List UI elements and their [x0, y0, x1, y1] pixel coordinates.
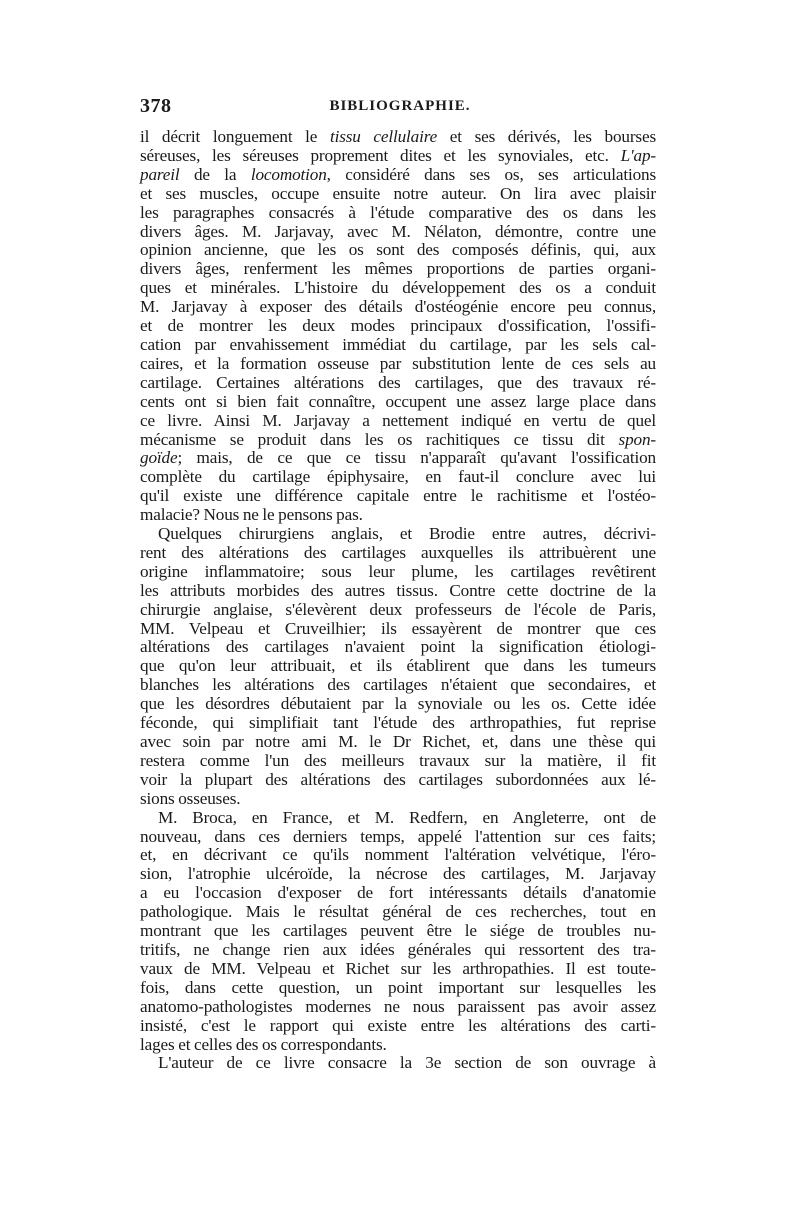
text-line [140, 884, 656, 903]
text-line [140, 279, 656, 298]
text-segment: rent des altérations des cartilages auxquelles ils attribuèrent une [140, 542, 656, 562]
text-segment: nouveau, dans ces derniers temps, appelé l'attention sur ces faits; [140, 826, 656, 846]
text-segment: mécanisme se produit dans les os rachitiques ce tissu dit [140, 429, 619, 449]
text-line [140, 582, 656, 601]
text-segment: altérations des cartilages n'avaient point la signification étiologi- [140, 637, 656, 657]
text-line [140, 260, 656, 279]
text-line [140, 298, 656, 317]
text-line [140, 563, 656, 582]
text-line [140, 1036, 656, 1055]
text-segment: Quelques chirurgiens anglais, et Brodie entre autres, décrivi- [158, 524, 656, 544]
text-segment: blanches les altérations des cartilages n'étaient que secondaires, et [140, 675, 656, 695]
text-line [140, 374, 656, 393]
text-line [140, 223, 656, 242]
text-line [140, 695, 656, 714]
text-segment: de la [179, 164, 251, 184]
text-line [140, 771, 656, 790]
text-segment: origine inflammatoire; sous leur plume, les cartilages revêtirent [140, 561, 656, 581]
text-line [140, 638, 656, 657]
text-line [140, 241, 656, 260]
italic-term: tissu cellulaire [329, 127, 438, 146]
paragraph [140, 128, 656, 525]
text-line [140, 790, 656, 809]
text-segment: ; mais, de ce que ce tissu n'apparaît qu'avant l'ossification [177, 448, 656, 468]
text-line [140, 525, 656, 544]
text-line [140, 676, 656, 695]
text-segment: caires, et la formation osseuse par substitution lente de ces sels au [140, 353, 656, 373]
text-line [140, 317, 656, 336]
text-segment: restera comme l'un des meilleurs travaux sur la matière, il fit [140, 750, 656, 770]
text-line [140, 809, 656, 828]
text-line [140, 846, 656, 865]
text-segment: et de montrer les deux modes principaux d'ossification, l'ossifi- [140, 316, 656, 336]
text-line [140, 355, 656, 374]
text-segment: insisté, c'est le rapport qui existe entre les altérations des carti- [140, 1015, 656, 1035]
text-segment: vaux de MM. Velpeau et Richet sur les arthropathies. Il est toute- [140, 958, 656, 978]
text-segment: divers âges. M. Jarjavay, avec M. Nélaton, démontre, contre une [140, 221, 656, 241]
text-segment: fois, dans cette question, un point important sur lesquelles les [140, 977, 656, 997]
text-line [140, 922, 656, 941]
text-line [140, 998, 656, 1017]
text-segment: complète du cartilage épiphysaire, en faut-il conclure avec lui [140, 467, 656, 487]
text-line [140, 828, 656, 847]
text-line [140, 941, 656, 960]
text-segment: féconde, qui simplifiait tant l'étude des arthropathies, fut reprise [140, 713, 656, 733]
text-segment: ques et minérales. L'histoire du développement des os a conduit [140, 278, 656, 298]
text-segment: qu'il existe une différence capitale entre le rachitisme et l'ostéo- [140, 486, 656, 506]
text-segment: que qu'on leur attribuait, et ils établirent que dans les tumeurs [140, 656, 656, 676]
text-segment: avec soin par notre ami M. le Dr Richet, et, dans une thèse qui [140, 732, 656, 751]
text-line [140, 128, 656, 147]
text-segment: opinion ancienne, que les os sont des composés définis, qui, aux [140, 240, 656, 260]
text-line [140, 185, 656, 204]
text-segment: chirurgie anglaise, s'élevèrent deux professeurs de l'école de Paris, [140, 599, 656, 619]
text-line [140, 147, 656, 166]
text-line [140, 733, 656, 752]
text-line [140, 204, 656, 223]
text-segment: tritifs, ne change rien aux idées générales qui ressortent des tra- [140, 939, 656, 959]
text-segment: malacie? Nous ne le pensons pas. [140, 505, 363, 525]
text-line [140, 544, 656, 563]
text-segment: cartilage. Certaines altérations des cartilages, que des travaux ré- [140, 372, 656, 392]
text-segment: a eu l'occasion d'exposer de fort intéressants détails d'anatomie [140, 883, 656, 903]
text-segment: il décrit longuement le [140, 127, 330, 146]
text-segment: M. Jarjavay à exposer des détails d'ostéogénie encore peu connus, [140, 297, 656, 317]
text-segment: , considéré dans ses os, ses articulations [326, 164, 657, 184]
italic-term: pareil [140, 164, 180, 184]
text-segment: et ses dérivés, les bourses [437, 127, 656, 146]
text-line [140, 506, 656, 525]
text-segment: voir la plupart des altérations des cartilages subordonnées aux lé- [140, 769, 656, 789]
text-line [140, 714, 656, 733]
text-segment: anatomo-pathologistes modernes ne nous paraissent pas avoir assez [140, 996, 656, 1016]
text-segment: montrant que les cartilages peuvent être le siége de troubles nu- [140, 921, 656, 941]
text-line [140, 487, 656, 506]
text-line [140, 431, 656, 450]
italic-term: goïde [140, 448, 178, 468]
text-line [140, 601, 656, 620]
text-segment: les attributs morbides des autres tissus. Contre cette doctrine de la [140, 580, 656, 600]
text-segment: MM. Velpeau et Cruveilhier; ils essayèrent de montrer que ces [140, 618, 656, 638]
text-line [140, 657, 656, 676]
text-segment: ce livre. Ainsi M. Jarjavay a nettement indiqué en vertu de quel [140, 410, 656, 430]
paragraph [140, 1054, 656, 1073]
paragraph [140, 809, 656, 1055]
text-segment: que les désordres débutaient par la synoviale ou les os. Cette idée [140, 694, 656, 714]
italic-term: L'ap- [620, 145, 656, 165]
text-line [140, 1017, 656, 1036]
text-line [140, 1054, 656, 1073]
text-segment: pathologique. Mais le résultat général de ces recherches, tout en [140, 902, 656, 922]
text-segment: cation par envahissement immédiat du cartilage, par les sels cal- [140, 334, 656, 354]
text-segment: et ses muscles, occupe ensuite notre auteur. On lira avec plaisir [140, 183, 656, 203]
text-segment: L'auteur de ce livre consacre la 3e section de son ouvrage à [158, 1053, 656, 1073]
text-line [140, 752, 656, 771]
text-segment: sions osseuses. [140, 788, 241, 808]
running-head [140, 95, 660, 121]
text-line [140, 903, 656, 922]
italic-term: locomotion [250, 164, 327, 184]
text-line [140, 393, 656, 412]
text-line [140, 960, 656, 979]
text-line [140, 336, 656, 355]
text-line [140, 865, 656, 884]
text-segment: cents ont si bien fait connaître, occupent une assez large place dans [140, 391, 656, 411]
text-segment: M. Broca, en France, et M. Redfern, en Angleterre, ont de [158, 807, 656, 827]
text-segment: les paragraphes consacrés à l'étude comparative des os dans les [140, 202, 656, 222]
text-line [140, 412, 656, 431]
text-segment: sion, l'atrophie ulcéroïde, la nécrose des cartilages, M. Jarjavay [140, 864, 656, 884]
text-line [140, 468, 656, 487]
text-segment: séreuses, les séreuses proprement dites et les synoviales, etc. [140, 145, 621, 165]
text-line [140, 979, 656, 998]
text-line [140, 166, 656, 185]
text-line [140, 620, 656, 639]
text-segment: et, en décrivant ce qu'ils nomment l'altération velvétique, l'éro- [140, 845, 656, 865]
paragraph [140, 525, 656, 809]
text-segment: lages et celles des os correspondants. [140, 1034, 387, 1054]
italic-term: spon- [618, 429, 656, 449]
body-text [140, 128, 656, 1073]
text-segment: divers âges, renferment les mêmes proportions de parties organi- [140, 259, 656, 279]
section-title: BIBLIOGRAPHIE. [329, 98, 471, 114]
page-number: 378 [140, 95, 172, 117]
text-line [140, 449, 656, 468]
